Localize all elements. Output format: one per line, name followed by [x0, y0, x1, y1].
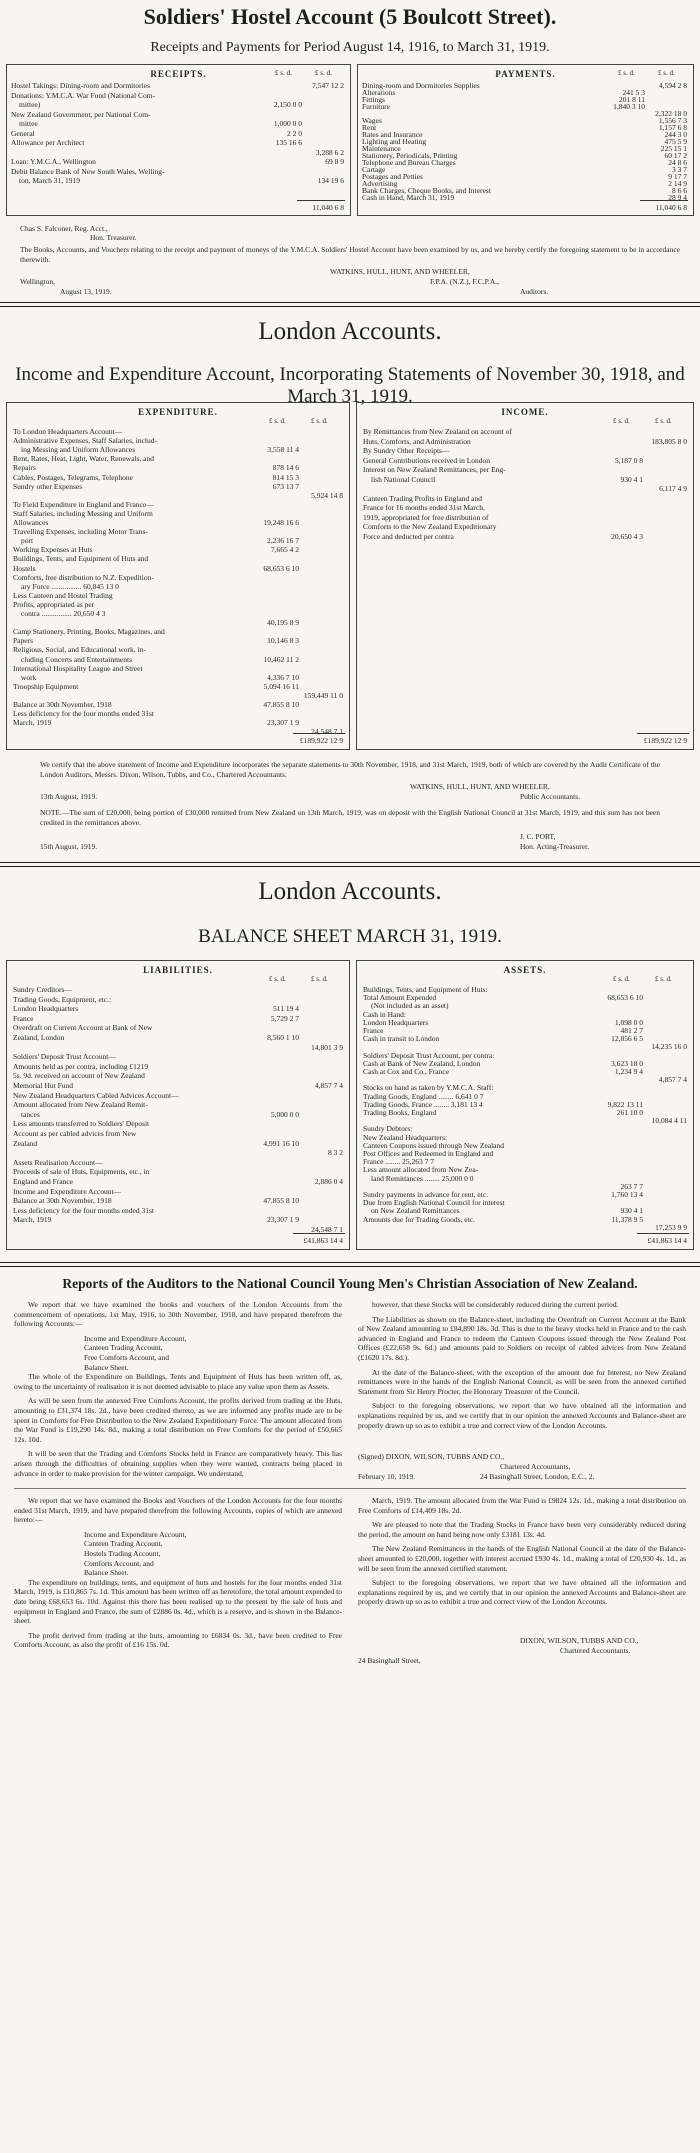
assets-row-label: Sundry payments in advance for rent, etc.	[363, 1190, 488, 1199]
payments-row-label: Maintenance	[362, 144, 401, 153]
liabilities-row-label: Zealand	[13, 1138, 38, 1148]
expenditure-row-label: Papers	[13, 636, 33, 646]
payments-row-amount-inner: 201 8 11	[619, 95, 645, 104]
report1-signed-role: Chartered Accountants,	[500, 1462, 571, 1471]
liabilities-row-amount-outer: 24,548 7 1	[311, 1225, 343, 1234]
payments-row-label: Lighting and Heating	[362, 137, 427, 146]
liabilities-row-amount-inner: 4,991 16 10	[263, 1138, 299, 1148]
payments-row-amount-outer: 9 17 7	[668, 172, 687, 181]
receipts-row-amount-outer: 3,288 6 2	[315, 147, 344, 157]
income-row-label: Comforts to the New Zealand Expeditionary	[363, 522, 497, 531]
report2-right-paragraph: Subject to the foregoing observations, we report that we have obtained all the information and explanations required by us, and we certify that in our opinion the annexed Accounts and Balance-sheet are properly drawn up so as to exhibit a true and correct view of the London Accounts.	[358, 1578, 686, 1607]
receipts-row-amount-outer: 7,547 12 2	[312, 81, 344, 90]
assets-row-amount-outer: 4,857 7 4	[658, 1075, 687, 1085]
expenditure-row-label: Less deficiency for the four months ended 31st	[13, 709, 155, 719]
expenditure-row-amount-inner: 878 14 6	[272, 463, 299, 473]
receipts-row-label: mittee	[19, 119, 38, 128]
expenditure-row-label: To Field Expenditure in England and France—	[13, 499, 154, 509]
assets-row-label: Cash in Hand:	[363, 1009, 406, 1019]
liabilities-row-label: Trading Goods, Equipment, etc.:	[13, 994, 112, 1004]
report2-left-column	[14, 1496, 342, 1655]
payments-row-amount-outer: 1,157 6 8	[658, 123, 687, 132]
payments-row-amount-outer: 244 3 0	[664, 130, 687, 139]
expenditure-row-label: cluding Concerts and Entertainments	[21, 654, 133, 664]
assets-row-amount-inner: 12,856 6 5	[611, 1034, 643, 1044]
report1-left-paragraph: We report that we have examined the books and vouchers of the London Accounts from the commencement of operations, 1st May, 1916, to 30th November, 1918, and have prepared therefrom the following Accounts:—	[14, 1300, 342, 1329]
receipts-row-amount-inner: 1,000 0 0	[273, 119, 302, 128]
expenditure-row-amount-inner: 47,855 8 10	[263, 700, 299, 709]
report2-left-paragraph: Comforts Account, and	[84, 1558, 154, 1568]
payments-row-amount-inner: 1,840 3 10	[613, 102, 645, 111]
receipts-row-amount-outer: 134 19 6	[317, 176, 344, 185]
assets-row-label: on New Zealand Remittances	[371, 1206, 460, 1216]
hostel-auditors-cred: F.P.A. (N.Z.), F.C.P.A.,	[430, 277, 500, 286]
liabilities-row-label: Amount allocated from New Zealand Remit-	[13, 1100, 148, 1110]
assets-row-amount-outer: 10,084 4 11	[651, 1116, 687, 1126]
expenditure-row-label: Hostels	[13, 563, 36, 573]
expenditure-row-label: Balance at 30th November, 1918	[13, 700, 112, 709]
expenditure-row-label: Working Expenses at Huts	[13, 545, 93, 555]
hostel-auditors-role: Auditors.	[520, 287, 549, 296]
liabilities-row-label: Memorial Hut Fund	[13, 1081, 73, 1090]
exp-col1-header: £ s. d.	[269, 417, 286, 425]
expenditure-row-label: Less Canteen and Hostel Trading	[13, 590, 113, 600]
report2-left-paragraph: Hostels Trading Account,	[84, 1548, 161, 1558]
liabilities-row-amount-outer: 8 3 2	[328, 1148, 343, 1158]
income-row-amount-inner: 5,187 0 8	[614, 455, 643, 465]
liabilities-row-label: Balance at 30th November, 1918	[13, 1196, 112, 1206]
payments-row-amount-outer: 4,594 2 8	[658, 81, 687, 90]
assets-row-label: Due from English National Council for interest	[363, 1198, 505, 1208]
income-row-amount-outer: 183,805 8 0	[651, 436, 687, 446]
assets-row-label: Cash at Cox and Co., France	[363, 1067, 450, 1076]
report2-right-paragraph: The New Zealand Remittances in the hands of the English National Council at the date of the Balance-sheet amounted to £20,000, together with interest accrued £930 4s. 1d., making a total of £20,930 4s. 1d., as will be seen from the annexed certified statement.	[358, 1544, 686, 1573]
income-row-label: France for 16 months ended 31st March,	[363, 503, 485, 512]
liabilities-row-label: England and France	[13, 1177, 73, 1186]
liabilities-row-amount-inner: 511 19 4	[273, 1004, 299, 1014]
assets-panel	[356, 960, 694, 1250]
hostel-certificate: The Books, Accounts, and Vouchers relating to the receipt and payment of moneys of the Y.M.C.A. Soldiers' Hostel Account have been examined by us, and we hereby certify the foregoing statement to be in accordance therewith.	[20, 245, 680, 264]
expenditure-row-amount-inner: 10,462 11 2	[263, 654, 299, 664]
assets-total: £41,863 14 4	[647, 1236, 687, 1245]
liabilities-row-label: Amounts held as per contra, including £1219	[13, 1061, 149, 1071]
liabilities-row-label: New Zealand Headquarters Cabled Advices Account—	[13, 1090, 179, 1100]
report1-left-column	[14, 1300, 342, 1483]
receipts-row-amount-inner: 2 2 0	[287, 128, 302, 138]
payments-row-label: Fittings	[362, 95, 385, 104]
liab-col2-header: £ s. d.	[311, 975, 328, 983]
receipts-total: 11,040 6 8	[312, 203, 344, 212]
report1-left-paragraph: Income and Expenditure Account,	[84, 1333, 187, 1343]
expenditure-row-label: Troopship Equipment	[13, 681, 79, 691]
payments-row-label: Rates and Insurance	[362, 130, 423, 139]
report2-signed-role: Chartered Accountants.	[560, 1646, 631, 1655]
assets-row-label: land Remittances ........ 25,000 0 0	[371, 1173, 474, 1183]
ie-note-role: Hon. Acting-Treasurer.	[520, 842, 590, 851]
hostel-signer-title: Hon. Treasurer.	[90, 233, 137, 242]
expenditure-row-label: International Hospitality League and Street	[13, 663, 143, 673]
expenditure-row-label: ing Messing and Uniform Allowances	[21, 445, 136, 455]
report1-signed: (Signed) DIXON, WILSON, TUBBS AND CO.,	[358, 1452, 505, 1461]
ie-cert-auditors: WATKINS, HULL, HUNT, AND WHEELER,	[410, 782, 550, 791]
income-row-label: By Remittances from New Zealand on account of	[363, 427, 512, 436]
liabilities-row-label: tances	[21, 1109, 40, 1119]
expenditure-row-amount-inner: 10,146 8 3	[267, 636, 299, 646]
assets-row-label: Total Amount Expended	[363, 993, 437, 1003]
report1-right-paragraph: At the date of the Balance-sheet, with the exception of the amount due for Interest, no New Zealand remittances were in the hands of the English National Council, as will be seen from the annexed certified Statement from Sir Henry Procter, the Honorary Treasurer of the Council.	[358, 1367, 686, 1396]
report1-right-paragraph: Subject to the foregoing observations, we report that we have obtained all the information and explanations required by us, and we certify that in our opinion the annexed Accounts and Balance-sheet are properly drawn up so as to exhibit a true and correct view of the London Accounts.	[358, 1401, 686, 1430]
receipts-row-label: Donations: Y.M.C.A. War Fund (National Com-	[11, 90, 156, 100]
assets-row-label: Buildings, Tents, and Equipment of Huts:	[363, 985, 488, 994]
income-row-label: Force and deducted per contra	[363, 531, 454, 541]
liabilities-row-amount-inner: 8,560 1 10	[267, 1033, 299, 1042]
income-heading: INCOME.	[501, 407, 549, 417]
expenditure-row-label: Travelling Expenses, including Motor Trans-	[13, 527, 148, 537]
expenditure-row-label: Comforts, free distribution to N.Z. Expedition-	[13, 572, 154, 582]
liabilities-row-amount-inner: 23,307 1 9	[267, 1215, 299, 1225]
payments-row-amount-outer: 1,556 7 3	[658, 116, 687, 125]
london-ie-subtitle: Income and Expenditure Account, Incorporating Statements of November 30, 1918, and March 31, 1919.	[15, 364, 685, 407]
report1-left-paragraph: Balance Sheet.	[84, 1362, 129, 1372]
hostel-auditors: WATKINS, HULL, HUNT, AND WHEELER,	[330, 267, 470, 276]
expenditure-row-label: Cables, Postages, Telegrams, Telephone	[13, 472, 133, 482]
exp-col2-header: £ s. d.	[311, 417, 328, 425]
payments-row-label: Cash in Hand, March 31, 1919	[362, 193, 455, 202]
expenditure-row-amount-inner: 814 15 3	[272, 472, 299, 482]
assets-row-amount-inner: 11,378 9 5	[611, 1214, 643, 1224]
report2-signed: DIXON, WILSON, TUBBS AND CO.,	[520, 1636, 639, 1645]
receipts-row-label: mittee)	[19, 100, 41, 109]
liabilities-row-label: Less deficiency for the four months ended 31st	[13, 1205, 155, 1215]
expenditure-row-label: work	[21, 672, 37, 682]
expenditure-row-label: Rent, Rates, Heat, Light, Water, Renewals, and	[13, 454, 155, 464]
payments-row-amount-outer: 225 15 1	[660, 144, 687, 153]
assets-row-label: Trading Goods, France ........ 3,181 13 4	[363, 1099, 483, 1109]
report2-address: 24 Basinghall Street,	[358, 1656, 421, 1665]
expenditure-row-amount-inner: 3,558 11 4	[267, 445, 299, 455]
assets-row-amount-inner: 261 10 0	[616, 1108, 643, 1117]
liabilities-row-label: Sundry Creditors—	[13, 985, 72, 994]
receipts-row-label: Loan: Y.M.C.A., Wellington	[11, 157, 96, 166]
hostel-title: Soldiers' Hostel Account (5 Boulcott Street).	[143, 4, 557, 29]
payments-row-label: Postages and Petties	[362, 172, 423, 181]
payments-row-label: Furniture	[362, 102, 390, 111]
london-bs-title: London Accounts.	[258, 878, 442, 905]
section-divider	[0, 1262, 700, 1267]
income-row-amount-inner: 930 4 1	[620, 474, 643, 484]
ie-note: NOTE.—The sum of £20,000, being portion of £30,000 remitted from New Zealand on 13th March, 1919, was on deposit with the English National Council at 31st March, 1919, and this sum has not been credited in the remittances above.	[40, 808, 660, 827]
income-row-label: By Sundry Other Receipts—	[363, 446, 450, 455]
expenditure-panel	[6, 402, 350, 750]
expenditure-row-amount-inner: 19,248 16 6	[263, 518, 299, 527]
payments-row-label: Advertising	[362, 179, 398, 188]
inc-total-rule	[637, 733, 689, 734]
assets-row-amount-outer: 14,235 16 0	[651, 1042, 687, 1052]
payments-row-amount-inner: 241 5 3	[622, 88, 645, 97]
payments-row-amount-outer: 8 6 6	[672, 186, 687, 195]
expenditure-row-label: port	[21, 536, 34, 546]
payments-total-rule	[640, 200, 688, 201]
liabilities-row-label: London Headquarters	[13, 1004, 79, 1014]
assets-row-label: Canteen Coupons issued through New Zealand	[363, 1140, 505, 1150]
assets-row-amount-inner: 68,653 6 10	[607, 993, 643, 1003]
hostel-signer-name: Chas S. Falconer, Reg. Acct.,	[20, 224, 108, 233]
payments-heading: PAYMENTS.	[495, 69, 556, 79]
payments-row-amount-outer: 2 14 9	[668, 179, 687, 188]
liabilities-row-label: Income and Expenditure Account—	[13, 1186, 122, 1196]
expenditure-row-label: Administrative Expenses, Staff Salaries, includ-	[13, 436, 157, 446]
payments-row-label: Alterations	[362, 88, 396, 97]
assets-col1-header: £ s. d.	[613, 975, 630, 983]
assets-row-amount-inner: 1,760 13 4	[611, 1190, 643, 1199]
report2-right-paragraph: March, 1919. The amount allocated from the War Fund is £9824 12s. 1d., making a total distribution on Free Comforts of £14,409 18s. 2d.	[358, 1496, 686, 1515]
report2-left-paragraph: Canteen Trading Account,	[84, 1539, 163, 1549]
report1-left-paragraph: Free Comforts Account, and	[84, 1352, 169, 1362]
ie-cert-role: Public Accountants.	[520, 792, 580, 801]
report1-left-paragraph: As will be seen from the annexed Free Comforts Account, the profits derived from trading at the Huts, amounting to £31,374 18s. 2d., have been credited thereto, as we are informed any profits made are to be spent in Comforts for Free Distribution to the New Zealand Expeditionary Force. The amount allocated from the War Fund is £19,290 14s. 8d., making a total distribution on Free Comforts for the period of £50,665 12s. 10d.	[14, 1396, 342, 1444]
income-row-amount-inner: 20,650 4 3	[611, 531, 643, 541]
income-row-label: lish National Council	[371, 474, 436, 484]
assets-row-label: Trading Books, England	[363, 1108, 437, 1117]
report2-left-paragraph: The profit derived from trading at the huts, amounting to £6834 0s. 3d., have been credited to Free Comforts Account, as also the profit of £16 15s. 0d.	[14, 1630, 342, 1650]
report2-left-paragraph: Balance Sheet.	[84, 1568, 129, 1578]
assets-row-label: Cash at Bank of New Zealand, London	[363, 1058, 481, 1068]
liabilities-row-label: France	[13, 1013, 34, 1023]
expenditure-row-label: Buildings, Tents, and Equipment of Huts and	[13, 554, 149, 564]
assets-row-label: Amounts due for Trading Goods, etc.	[363, 1214, 475, 1224]
liab-total-rule	[293, 1233, 345, 1234]
report1-left-paragraph: It will be seen that the Trading and Comforts Stocks held in France are comparatively heavy. This has arisen through the difficulties of obtaining supplies when they were wanted, contracts being placed in advance in order to make provision for the winter campaign. We understand,	[14, 1449, 342, 1478]
liab-total: £41,863 14 4	[303, 1236, 343, 1245]
assets-row-label: Cash in transit to London	[363, 1034, 440, 1044]
assets-row-amount-inner: 930 4 1	[620, 1206, 643, 1216]
liabilities-row-label: Soldiers' Deposit Trust Account—	[13, 1052, 116, 1062]
liabilities-row-label: 5s. 9d. received on account of New Zealand	[13, 1071, 145, 1081]
expenditure-row-amount-inner: 23,307 1 9	[267, 718, 299, 728]
liabilities-panel	[6, 960, 350, 1250]
report1-address: 24 Basinghall Street, London, E.C., 2.	[480, 1472, 595, 1481]
report2-left-paragraph: The expenditure on buildings, tents, and equipment of huts and hostels for the four months ended 31st March, 1919, is £10,865 7s. 1d. This amount has been written off as heretofore, the total amount expended to date being £68,653 6s. 10d. Against this there has been realised up to the present by the sale of huts and equipment in England and France, the sum of £2886 0s. 4d., which is a reserve, and is shown in the Balance-sheet.	[14, 1577, 342, 1626]
section-divider	[0, 862, 700, 867]
expenditure-row-label: Religious, Social, and Educational work, in-	[13, 645, 146, 655]
report2-left-paragraph: Income and Expenditure Account,	[84, 1529, 187, 1539]
reports-separator	[14, 1488, 686, 1489]
expenditure-row-label: ary Force ................ 60,845 13 0	[21, 581, 119, 591]
hostel-date: August 13, 1919.	[60, 287, 112, 296]
liabilities-row-amount-outer: 2,886 0 4	[314, 1177, 343, 1186]
assets-row-label: Trading Goods, England ........ 6,641 0 7	[363, 1091, 484, 1101]
expenditure-row-label: Camp Stationery, Printing, Books, Magazines, and	[13, 627, 165, 637]
income-row-label: 1919, appropriated for free distribution of	[363, 512, 489, 522]
receipts-row-label: ton, March 31, 1919	[19, 176, 81, 185]
inc-total: £189,922 12 9	[643, 736, 687, 745]
income-row-label: General Contributions received in London	[363, 455, 491, 465]
payments-row-label: Stationery, Periodicals, Printing	[362, 151, 458, 160]
assets-row-label: Sundry Debtors:	[363, 1124, 413, 1134]
payments-col2-header: £ s. d.	[658, 69, 675, 77]
assets-row-amount-inner: 1,234 9 4	[614, 1067, 643, 1076]
expenditure-row-label: Allowances	[13, 518, 49, 527]
liabilities-row-label: Zealand, London	[13, 1033, 65, 1042]
payments-row-amount-outer: 2,322 18 0	[655, 109, 687, 118]
expenditure-row-amount-inner: 40,195 8 9	[267, 618, 299, 628]
ie-cert-date: 13th August, 1919.	[40, 792, 98, 801]
receipts-row-amount-inner: 2,150 0 0	[273, 100, 302, 109]
receipts-row-amount-outer: 69 8 9	[325, 157, 344, 166]
liabilities-row-amount-outer: 4,857 7 4	[314, 1081, 343, 1090]
london-bs-subtitle: BALANCE SHEET MARCH 31, 1919.	[198, 926, 502, 947]
assets-row-label: Soldiers' Deposit Trust Account, per contra:	[363, 1050, 495, 1060]
receipts-col2-header: £ s. d.	[315, 69, 332, 77]
receipts-row-amount-inner: 135 16 6	[275, 138, 302, 147]
assets-row-amount-inner: 9,822 13 11	[607, 1099, 643, 1109]
assets-row-label: New Zealand Headquarters:	[363, 1132, 448, 1142]
reports-title: Reports of the Auditors to the National Council Young Men's Christian Association of New Zealand.	[62, 1276, 638, 1291]
liabilities-row-amount-outer: 14,801 3 9	[311, 1042, 343, 1052]
assets-row-label: Stocks on hand as taken by Y.M.C.A. Staff:	[363, 1083, 494, 1093]
receipts-col1-header: £ s. d.	[275, 69, 292, 77]
expenditure-row-label: Repairs	[13, 463, 36, 473]
ie-note-signer: J. C. PORT,	[520, 832, 556, 841]
expenditure-row-label: Sundry other Expenses	[13, 481, 83, 491]
expenditure-row-label: Staff Salaries, including Messing and Uniform	[13, 508, 153, 518]
payments-row-amount-outer: 3 3 7	[672, 165, 687, 174]
payments-row-label: Bank Charges, Cheque Books, and Interest	[362, 186, 491, 195]
receipts-heading: RECEIPTS.	[150, 69, 207, 79]
ie-note-date: 15th August, 1919.	[40, 842, 98, 851]
assets-row-amount-inner: 263 7 7	[620, 1181, 643, 1191]
liabilities-row-amount-inner: 5,000 0 0	[270, 1109, 299, 1119]
expenditure-row-label: To London Headquarters Account—	[13, 427, 123, 436]
assets-row-amount-inner: 481 2 7	[620, 1026, 643, 1035]
income-row-label: Canteen Trading Profits in England and	[363, 493, 482, 503]
expenditure-row-label: Profits, appropriated as per	[13, 599, 95, 609]
inc-col1-header: £ s. d.	[613, 417, 630, 425]
assets-row-amount-inner: 1,098 0 0	[614, 1017, 643, 1027]
hostel-subtitle: Receipts and Payments for Period August 14, 1916, to March 31, 1919.	[150, 40, 550, 55]
receipts-total-rule	[297, 200, 345, 201]
assets-row-label: Less amount allocated from New Zea-	[363, 1165, 479, 1175]
hostel-payments-panel	[357, 64, 694, 216]
income-row-label: Interest on New Zealand Remittances, per Eng-	[363, 465, 506, 474]
london-ie-title: London Accounts.	[258, 318, 442, 345]
expenditure-row-amount-inner: 673 13 7	[272, 481, 299, 491]
payments-total: 11,040 6 8	[655, 203, 687, 212]
report1-right-paragraph: The Liabilities as shown on the Balance-sheet, including the Overdraft on Current Account at the Bank of New Zealand amounting to £84,890 18s. 3d. This is due to the heavy stocks held in France and to the cash advanced in England and France to redeem the Canteen Coupons issued through the New Zealand Post Offices (£22,658 9s. 6d.) and amounts paid to Soldiers on receipt of cabled advices from New Zealand (£1620 17s. 8d.).	[358, 1314, 686, 1362]
receipts-row-label: General	[11, 128, 35, 138]
liabilities-row-label: Assets Realisation Account—	[13, 1157, 103, 1167]
report1-left-paragraph: The whole of the Expenditure on Buildings, Tents and Equipment of Huts has been written off, as, owing to the uncertainty of realisation it is not deemed advisable to place any value upon them as Assets.	[14, 1372, 342, 1391]
report1-right-paragraph: however, that these Stocks will be considerably reduced during the current period.	[372, 1300, 619, 1309]
expenditure-row-amount-inner: 2,236 16 7	[267, 536, 299, 546]
expenditure-row-label: March, 1919	[13, 718, 52, 728]
liabilities-row-label: Overdraft on Current Account at Bank of New	[13, 1023, 153, 1033]
receipts-row-label: Hostel Takings: Dining-room and Dormitories	[11, 81, 150, 90]
payments-row-label: Cartage	[362, 165, 386, 174]
payments-row-amount-outer: 60 17 2	[664, 151, 687, 160]
expenditure-row-amount-outer: 159,449 11 0	[303, 690, 343, 700]
payments-row-amount-outer: 475 5 9	[664, 137, 687, 146]
expenditure-row-amount-inner: 4,336 7 10	[267, 672, 299, 682]
section-divider	[0, 302, 700, 307]
assets-row-amount-inner: 3,623 18 0	[611, 1058, 643, 1068]
expenditure-row-amount-inner: 5,094 16 11	[263, 681, 299, 691]
assets-heading: ASSETS.	[503, 965, 547, 975]
expenditure-row-amount-outer: 5,924 14 8	[311, 490, 343, 500]
assets-col2-header: £ s. d.	[655, 975, 672, 983]
income-row-amount-outer: 6,117 4 9	[659, 484, 687, 493]
liabilities-row-label: Proceeds of sale of Huts, Equipments, etc., in	[13, 1167, 150, 1177]
payments-col1-header: £ s. d.	[618, 69, 635, 77]
assets-row-amount-outer: 17,253 9 9	[655, 1222, 687, 1232]
receipts-row-label: Debit Balance Bank of New South Wales, Welling-	[11, 166, 165, 176]
inc-col2-header: £ s. d.	[655, 417, 672, 425]
assets-row-label: Post Offices and Redeemed in England and	[363, 1149, 494, 1158]
liab-col1-header: £ s. d.	[269, 975, 286, 983]
hostel-place: Wellington,	[20, 277, 56, 286]
expenditure-row-amount-inner: 68,653 6 10	[263, 563, 299, 573]
exp-total-rule	[293, 733, 345, 734]
payments-row-label: Wages	[362, 116, 382, 125]
report1-left-paragraph: Canteen Trading Account,	[84, 1343, 163, 1353]
assets-row-label: London Headquarters	[363, 1017, 429, 1027]
report2-right-column	[358, 1496, 686, 1612]
income-panel	[356, 402, 694, 750]
payments-row-amount-outer: 24 8 6	[668, 158, 687, 167]
hostel-receipts-panel	[6, 64, 351, 216]
report1-date: February 10, 1919.	[358, 1472, 416, 1481]
exp-total: £189,922 12 9	[299, 736, 343, 745]
payments-row-label: Dining-room and Dormitories Supplies	[362, 81, 480, 90]
liabilities-row-amount-inner: 5,729 2 7	[270, 1013, 299, 1023]
expenditure-row-amount-inner: 7,665 4 2	[270, 545, 299, 555]
payments-row-label: Telephone and Bureau Charges	[362, 158, 456, 167]
expenditure-heading: EXPENDITURE.	[138, 407, 218, 417]
assets-row-label: France	[363, 1026, 384, 1035]
assets-row-label: France ........ 25,263 7 7	[363, 1157, 435, 1167]
liabilities-row-label: Less amounts transferred to Soldiers' Deposit	[13, 1119, 150, 1129]
receipts-row-label: Allowance per Architect	[11, 138, 85, 147]
assets-row-label: (Not included as an asset)	[371, 1001, 449, 1011]
ie-certificate: We certify that the above statement of Income and Expenditure incorporates the separate statements to 30th November, 1918, and 31st March, 1919, both of which are covered by the Audit Certificate of the London Auditors, Messrs. Dixon, Wilson, Tubbs, and Co., Chartered Accountants.	[40, 760, 660, 779]
assets-total-rule	[637, 1233, 689, 1234]
payments-row-amount-outer: 28 9 4	[668, 193, 687, 202]
report2-left-paragraph: We report that we have examined the Books and Vouchers of the London Accounts for the four months ended 31st March, 1919, and have prepared therefrom the following Accounts, copies of which are annexed hereto:—	[14, 1496, 342, 1525]
liabilities-row-label: March, 1919	[13, 1215, 52, 1225]
expenditure-row-label: contra ................ 20,650 4 3	[21, 609, 106, 618]
report1-right-column	[358, 1300, 686, 1435]
income-row-label: Huts, Comforts, and Administration	[363, 436, 471, 446]
liabilities-row-label: Account as per cabled advices from New	[13, 1129, 137, 1138]
liabilities-row-amount-inner: 47,855 8 10	[263, 1196, 299, 1206]
expenditure-row-amount-outer: 24,548 7 1	[311, 727, 343, 737]
payments-row-label: Rent	[362, 123, 377, 132]
receipts-row-label: New Zealand Government, per National Com-	[11, 109, 151, 119]
report2-right-paragraph: We are pleased to note that the Trading Stocks in France have been very considerably reduced during the period, the amount on hand being now only £3181 13s. 4d.	[358, 1520, 686, 1539]
liabilities-heading: LIABILITIES.	[143, 965, 213, 975]
